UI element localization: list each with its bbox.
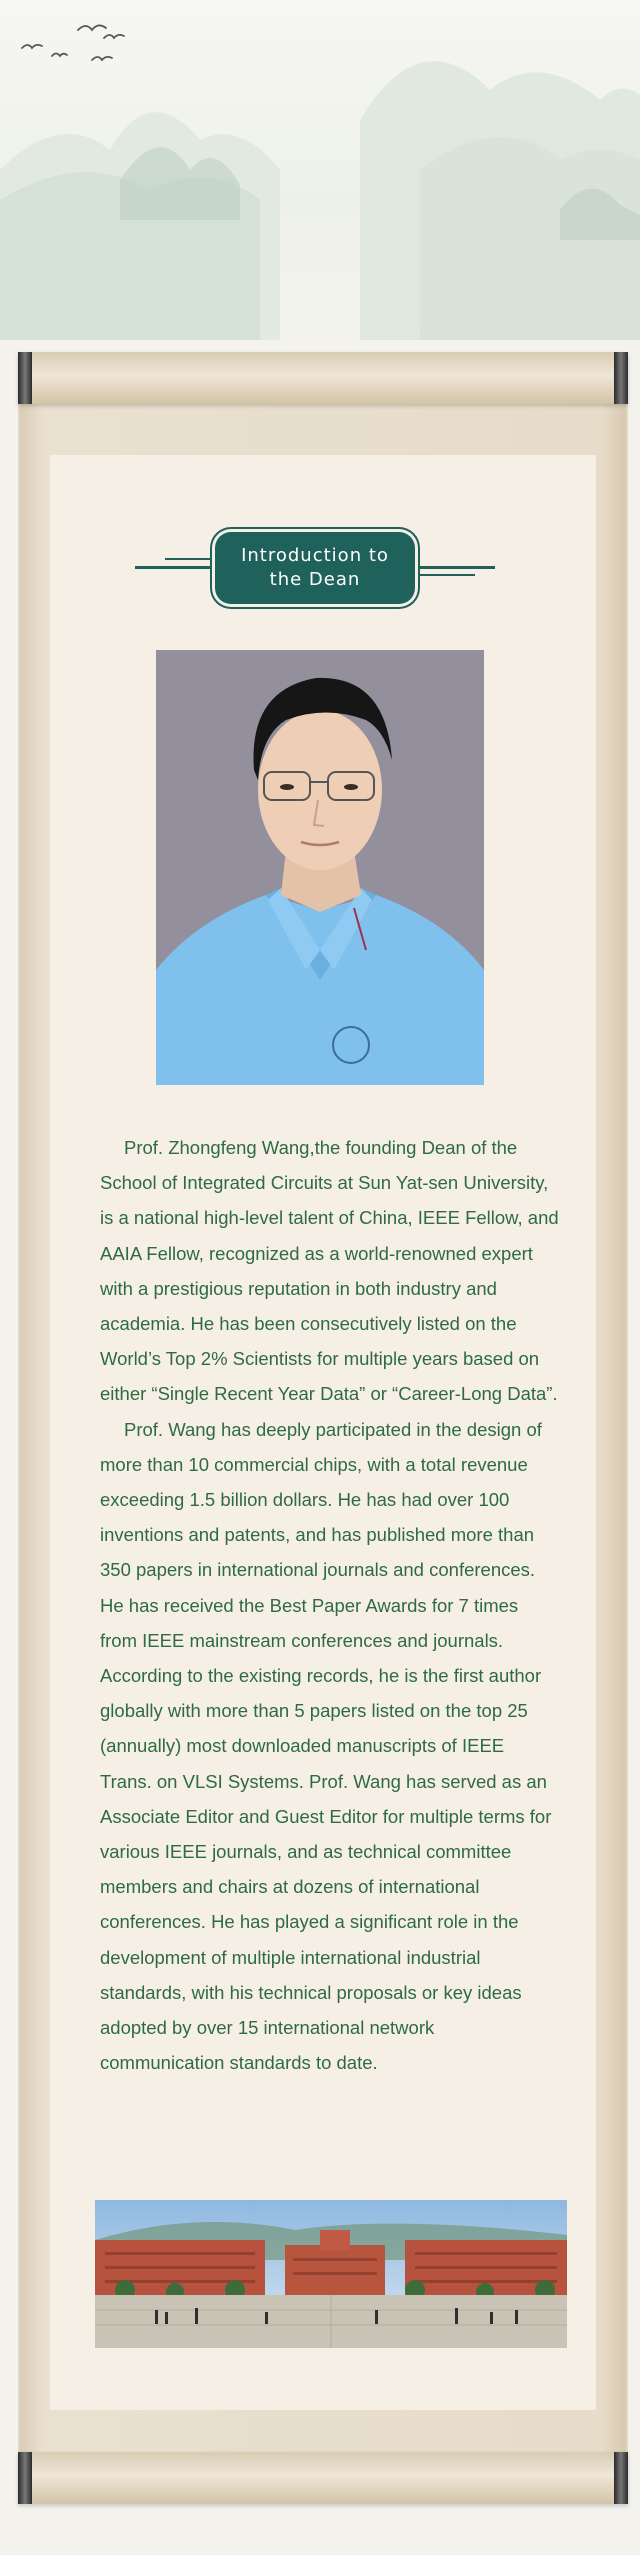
birds-icon: [22, 25, 124, 60]
scroll-rod-top: [18, 352, 628, 404]
page-title: [241, 544, 389, 592]
title-badge: [215, 532, 415, 604]
title-line-1: Introduction to: [241, 545, 389, 566]
rod-cap-left: [18, 352, 32, 404]
rod-cap-right: [614, 352, 628, 404]
bio-paragraph-2: Prof. Wang has deeply participated in the design of more than 10 commercial chips, with a total revenue exceeding 1.5 billion dollars. He has had over 100 inventions and patents, and has published more than 350 papers in international journals and conferences. He has received the Best Paper Awards for 7 times from IEEE mainstream conferences and journals. According to the existing records, he is the first author globally with more than 5 papers listed on the top 25 (annually) most downloaded manuscripts of IEEE Trans. on VLSI Systems. Prof. Wang has served as an Associate Editor and Guest Editor for multiple terms for various IEEE journals, and as technical committee members and chairs at dozens of international conferences. He has played a significant role in the development of multiple international industrial standards, with his technical proposals or key ideas adopted by over 15 international network communication standards to date.: [100, 1418, 552, 2074]
rod-cap-right-bottom: [614, 2452, 628, 2504]
top-landscape: [0, 0, 640, 340]
bio-paragraph-1: Prof. Zhongfeng Wang,the founding Dean of the School of Integrated Circuits at Sun Yat-sen University, is a national high-level talent of China, IEEE Fellow, and AAIA Fellow, recognized as a world-renowned expert with a prestigious reputation in both industry and academia. He has been consecutively listed on the World’s Top 2% Scientists for multiple years based on either “Single Recent Year Data” or “Career-Long Data”.: [100, 1137, 559, 1405]
title-banner: [135, 530, 495, 610]
dean-portrait: [156, 650, 484, 1085]
dean-bio: [100, 1130, 560, 2080]
title-decor-line-right: [405, 566, 495, 569]
rod-cap-left-bottom: [18, 2452, 32, 2504]
title-line-2: the Dean: [269, 569, 361, 590]
portrait-illustration: [156, 650, 484, 1085]
campus-illustration: [95, 2200, 567, 2348]
scroll-rod-bottom: [18, 2452, 628, 2504]
mountain-landscape: [0, 0, 640, 340]
campus-photo: [95, 2200, 567, 2348]
